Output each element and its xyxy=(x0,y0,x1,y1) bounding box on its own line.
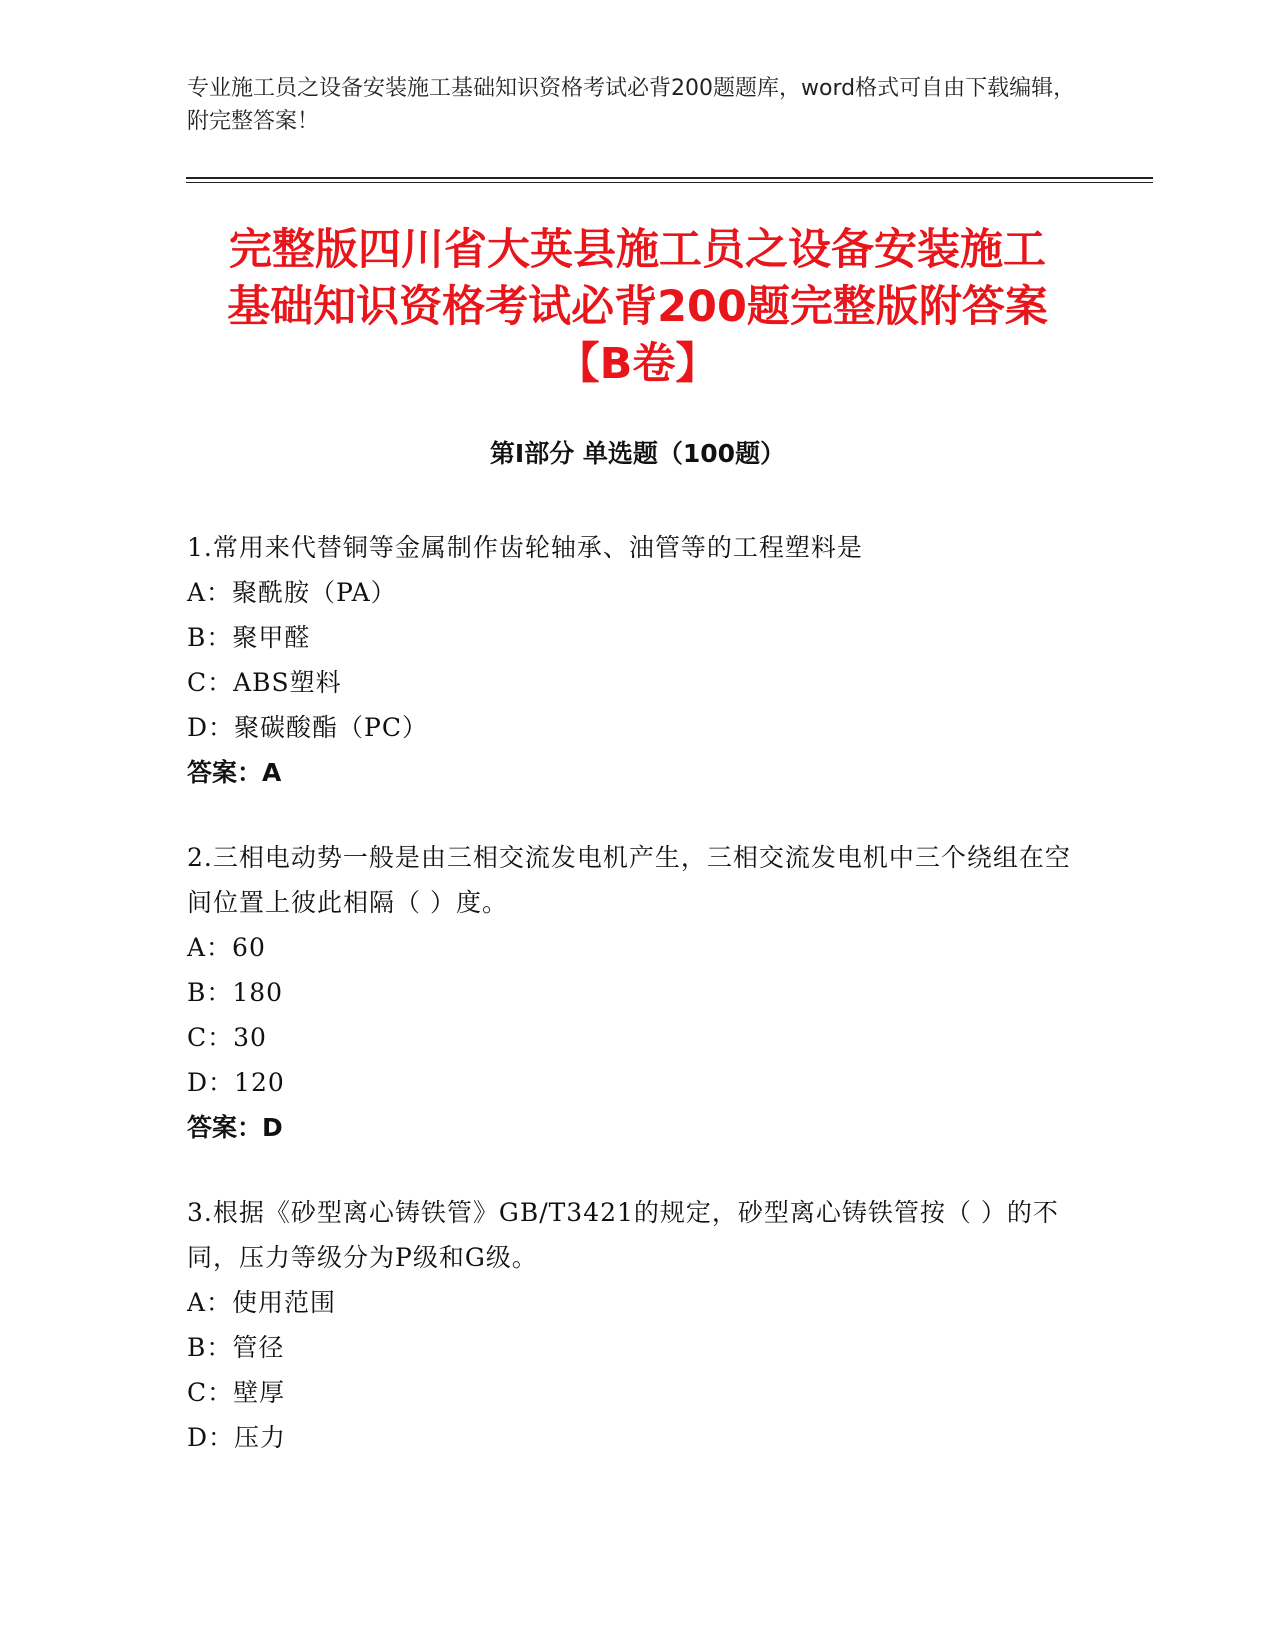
option-c: C：ABS塑料 xyxy=(187,668,342,697)
option-d: D：压力 xyxy=(187,1423,287,1452)
question-stem: 2.三相电动势一般是由三相交流发电机产生，三相交流发电机中三个绕组在空间位置上彼此相隔（ ）度。 xyxy=(187,843,1071,917)
option-b: B：180 xyxy=(187,978,284,1007)
document-title xyxy=(150,222,1125,393)
question-3 xyxy=(187,1190,1087,1460)
header-note: 专业施工员之设备安装施工基础知识资格考试必背200题题库，word格式可自由下载编辑，附完整答案！ xyxy=(187,76,1076,134)
header-rule-thick xyxy=(186,177,1153,179)
answer: 答案：D xyxy=(187,1113,283,1142)
title-line-3: 【B卷】 xyxy=(556,339,719,389)
option-a: A：使用范围 xyxy=(187,1288,337,1317)
question-stem: 1.常用来代替铜等金属制作齿轮轴承、油管等的工程塑料是 xyxy=(187,533,863,562)
option-d: D：聚碳酸酯（PC） xyxy=(187,713,428,742)
option-a: A：60 xyxy=(187,933,266,962)
option-a: A：聚酰胺（PA） xyxy=(187,578,397,607)
question-list xyxy=(187,525,1087,1500)
question-stem: 3.根据《砂型离心铸铁管》GB/T3421的规定，砂型离心铸铁管按（ ）的不同，压力等级分为P级和G级。 xyxy=(187,1198,1059,1272)
section-title: 第I部分 单选题（100题） xyxy=(489,439,786,468)
question-1 xyxy=(187,525,1087,795)
title-line-1: 完整版四川省大英县施工员之设备安装施工 xyxy=(229,225,1046,275)
option-b: B：管径 xyxy=(187,1333,285,1362)
option-c: C：壁厚 xyxy=(187,1378,286,1407)
title-line-2: 基础知识资格考试必背200题完整版附答案 xyxy=(227,282,1048,332)
option-d: D：120 xyxy=(187,1068,285,1097)
header-rule-thin xyxy=(186,182,1153,183)
answer: 答案：A xyxy=(187,758,282,787)
option-c: C：30 xyxy=(187,1023,267,1052)
question-2 xyxy=(187,835,1087,1150)
option-b: B：聚甲醛 xyxy=(187,623,311,652)
